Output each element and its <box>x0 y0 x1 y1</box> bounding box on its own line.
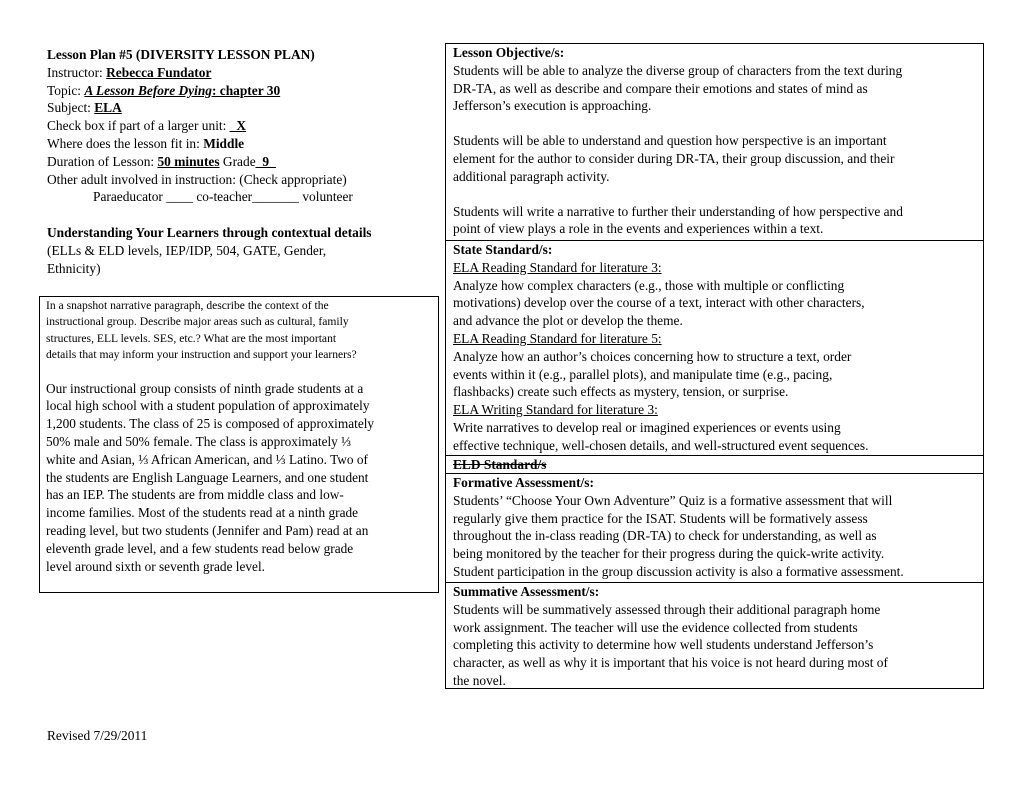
other-adult-line: Other adult involved in instruction: (Check appropriate) <box>47 171 347 187</box>
objectives-cell <box>446 44 983 240</box>
prompt-line: instructional group. Describe major areas such as cultural, family <box>46 315 349 329</box>
lesson-fit-value: Middle <box>203 135 245 151</box>
formative-cell <box>446 473 983 582</box>
summative-line: work assignment. The teacher will use the evidence collected from students <box>453 619 858 635</box>
narrative-line: has an IEP. The students are from middle class and low- <box>46 487 344 503</box>
paraeducator-line: Paraeducator ____ co-teacher_______ volunteer <box>93 189 353 205</box>
context-prompt <box>46 298 432 364</box>
objective-line: point of view plays a role in the events and experiences within a text. <box>453 221 824 237</box>
duration-value: 50 minutes <box>157 153 220 169</box>
narrative-line: income families. Most of the students read at a ninth grade <box>46 505 359 521</box>
formative-heading: Formative Assessment/s: <box>453 475 594 490</box>
standard-line: Write narratives to develop real or imagined experiences or events using <box>453 419 841 435</box>
standard-line: motivations) develop over the course of a text, interact with other characters, <box>453 295 865 311</box>
narrative-line: Our instructional group consists of ninth grade students at a <box>46 380 364 396</box>
topic-chapter: : chapter 30 <box>211 82 281 98</box>
lesson-fit-line <box>47 135 442 153</box>
standard-line: events within it (e.g., parallel plots), and manipulate time (e.g., pacing, <box>453 366 833 382</box>
objective-line: additional paragraph activity. <box>453 168 610 184</box>
narrative-line: 50% male and 50% female. The class is approximately ⅓ <box>46 434 352 450</box>
standards-heading: State Standard/s: <box>453 242 553 257</box>
instructor-label: Instructor: <box>47 64 107 80</box>
narrative-line: level around sixth or seventh grade level. <box>46 558 265 574</box>
narrative-line: 1,200 students. The class of 25 is composed of approximately <box>46 416 375 432</box>
narrative-line: reading level, but two students (Jennifer and Pam) read at an <box>46 523 369 538</box>
summative-cell <box>446 582 983 688</box>
formative-line: Students’ “Choose Your Own Adventure” Quiz is a formative assessment that will <box>453 492 893 508</box>
formative-line: regularly give them practice for the ISAT. Students will be formatively assess <box>453 510 868 526</box>
prompt-line: details that may inform your instruction and support your learners? <box>46 348 357 362</box>
summative-line: Students will be summatively assessed through their additional paragraph home <box>453 601 881 617</box>
summative-line: character, as well as why it is important that his voice is not heard during most of <box>453 655 888 671</box>
prompt-line: structures, ELL levels. SES, etc.? What are the most important <box>46 331 337 345</box>
narrative-line: the students are English Language Learners, and one student <box>46 469 369 485</box>
standard-title: ELA Reading Standard for literature 5: <box>453 330 662 346</box>
standard-line: effective technique, well-chosen details, and well-structured event sequences. <box>453 437 869 453</box>
subject-label: Subject: <box>47 100 95 116</box>
objective-line: DR-TA, as well as describe and compare their emotions and states of mind as <box>453 80 868 96</box>
standard-line: flashbacks) create such effects as mystery, tension, or surprise. <box>453 384 789 400</box>
narrative-line: local high school with a student population of approximately <box>46 398 370 414</box>
context-box <box>39 296 439 593</box>
topic-book: A Lesson Before Dying <box>84 82 212 98</box>
formative-line: Student participation in the group discussion activity is also a formative assessment. <box>453 563 904 579</box>
lesson-header <box>47 46 442 278</box>
grade-label: Grade <box>219 153 256 169</box>
context-narrative <box>46 380 432 576</box>
learners-heading: Understanding Your Learners through contextual details <box>47 225 372 241</box>
summative-line: completing this activity to determine how well students understand Jefferson’s <box>453 637 874 653</box>
learners-line: (ELLs & ELD levels, IEP/IDP, 504, GATE, Gender, <box>47 242 327 258</box>
subject-line <box>47 99 442 117</box>
eld-cell <box>446 455 983 473</box>
revised-date: Revised 7/29/2011 <box>47 728 148 743</box>
formative-line: throughout the in-class reading (DR-TA) to check for understanding, as well as <box>453 528 877 544</box>
objective-line: element for the author to consider during DR-TA, their group discussion, and their <box>453 150 895 166</box>
duration-label: Duration of Lesson: <box>47 153 158 169</box>
standard-line: Analyze how complex characters (e.g., those with multiple or conflicting <box>453 277 845 293</box>
standards-cell <box>446 240 983 455</box>
objective-line: Students will be able to analyze the diverse group of characters from the text during <box>453 62 903 78</box>
unit-checkbox-value: _X <box>229 118 247 134</box>
eld-heading: ELD Standard/s <box>453 457 547 472</box>
subject-value: ELA <box>94 100 122 116</box>
summative-line: the novel. <box>453 672 506 688</box>
unit-checkbox-label: Check box if part of a larger unit: <box>47 118 230 134</box>
standard-title: ELA Writing Standard for literature 3: <box>453 402 658 418</box>
learners-line: Ethnicity) <box>47 260 101 276</box>
lesson-fit-label: Where does the lesson fit in: <box>47 135 204 151</box>
lesson-title: Lesson Plan #5 (DIVERSITY LESSON PLAN) <box>47 47 315 62</box>
summative-heading: Summative Assessment/s: <box>453 584 600 599</box>
objectives-heading: Lesson Objective/s: <box>453 45 565 60</box>
unit-checkbox-line <box>47 117 442 135</box>
objective-line: Students will write a narrative to further their understanding of how perspective and <box>453 203 903 219</box>
formative-line: being monitored by the teacher for their progress during the quick-write activity. <box>453 546 885 562</box>
standard-line: and advance the plot or develop the theme. <box>453 313 683 329</box>
objective-line: Jefferson’s execution is approaching. <box>453 98 652 114</box>
narrative-line: white and Asian, ⅓ African American, and ⅓ Latino. Two of <box>46 451 368 467</box>
narrative-line: eleventh grade level, and a few students read below grade <box>46 540 354 556</box>
standard-title: ELA Reading Standard for literature 3: <box>453 259 662 275</box>
topic-label: Topic: <box>47 82 85 98</box>
instructor-line <box>47 64 442 82</box>
lesson-details-table <box>445 43 984 689</box>
duration-line <box>47 153 442 171</box>
objective-line: Students will be able to understand and question how perspective is an important <box>453 133 887 149</box>
instructor-name: Rebecca Fundator <box>106 64 212 80</box>
standard-line: Analyze how an author’s choices concerning how to structure a text, order <box>453 348 852 364</box>
prompt-line: In a snapshot narrative paragraph, describe the context of the <box>46 299 329 312</box>
grade-value: _9_ <box>255 153 276 169</box>
topic-line <box>47 82 442 100</box>
